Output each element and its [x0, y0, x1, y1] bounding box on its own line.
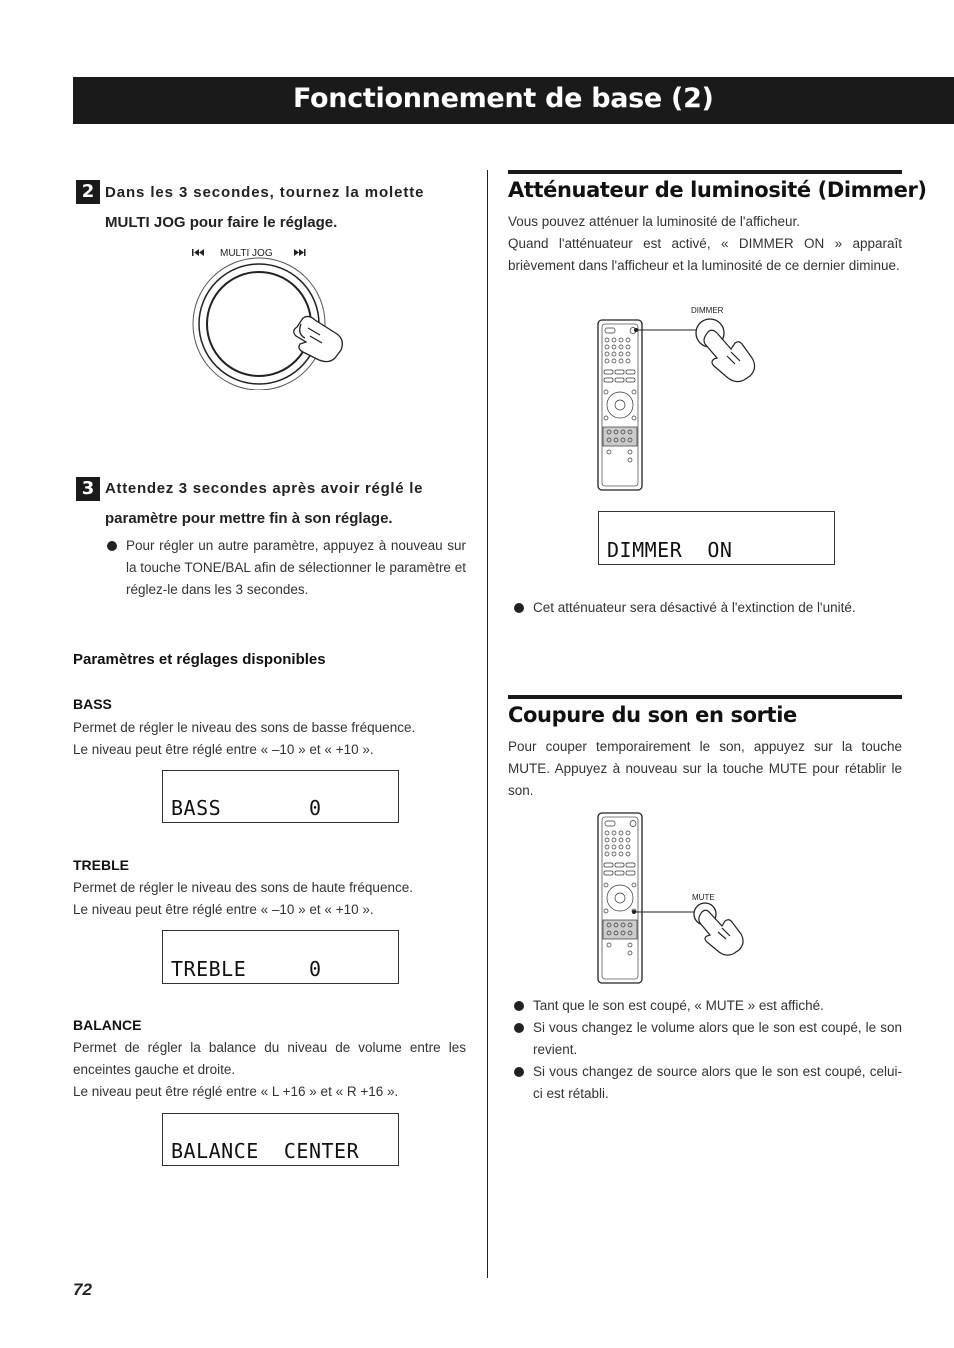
dimmer-display-text: DIMMER ON — [607, 538, 733, 562]
dimmer-description — [508, 211, 902, 277]
treble-display — [162, 930, 399, 984]
step-3-text — [105, 474, 466, 534]
skip-forward-icon — [294, 249, 306, 256]
dimmer-desc-line-2: Quand l'atténuateur est activé, « DIMMER ON » apparaît brièvement dans l'afficheur et la luminosité de ce dernier diminue. — [508, 236, 902, 273]
step-2-number: 2 — [76, 180, 100, 204]
multi-jog-label: MULTI JOG — [220, 248, 273, 259]
dimmer-display — [598, 511, 835, 565]
bass-display — [162, 770, 399, 823]
balance-display-text: BALANCE CENTER — [171, 1139, 360, 1163]
treble-label: TREBLE — [73, 857, 129, 873]
bullet-dot — [514, 1023, 524, 1033]
step-3-line-1: Attendez 3 secondes après avoir réglé le — [105, 480, 424, 497]
step-3-bullet-text: Pour régler un autre paramètre, appuyez à nouveau sur la touche TONE/BAL afin de sélectionner le paramètre et réglez-le dans les 3 secondes. — [126, 538, 466, 597]
multi-jog-illustration — [185, 240, 360, 390]
treble-description — [73, 877, 473, 921]
pressing-hand-icon — [704, 330, 755, 381]
page-number: 72 — [73, 1280, 92, 1299]
bass-description — [73, 717, 473, 761]
params-heading: Paramètres et réglages disponibles — [73, 651, 326, 668]
balance-label: BALANCE — [73, 1017, 142, 1033]
mute-bullet-text: Si vous changez de source alors que le son est coupé, celui-ci est rétabli. — [533, 1064, 902, 1101]
dimmer-rule — [508, 170, 902, 174]
step-2-line-2: MULTI JOG pour faire le réglage. — [105, 214, 338, 231]
dimmer-note-text: Cet atténuateur sera désactivé à l'extinction de l'unité. — [533, 600, 856, 615]
title-bar — [73, 77, 954, 124]
bullet-dot — [514, 1001, 524, 1011]
bass-desc-line-2: Le niveau peut être réglé entre « –10 » et « +10 ». — [73, 742, 374, 757]
skip-back-icon — [192, 249, 204, 256]
bass-desc-line-1: Permet de régler le niveau des sons de basse fréquence. — [73, 720, 416, 735]
remote-dimmer-illustration — [590, 300, 775, 495]
mute-bullet-text: Si vous changez le volume alors que le son est coupé, le son revient. — [533, 1020, 902, 1057]
dimmer-heading: Atténuateur de luminosité (Dimmer) — [508, 178, 927, 202]
step-2-line-1: Dans les 3 secondes, tournez la molette — [105, 184, 425, 201]
column-divider — [487, 170, 488, 1278]
mute-button-label: MUTE — [692, 893, 715, 902]
balance-desc-line-1: Permet de régler la balance du niveau de volume entre les enceintes gauche et droite. — [73, 1040, 466, 1077]
mute-heading: Coupure du son en sortie — [508, 703, 797, 727]
mute-rule — [508, 695, 902, 699]
dimmer-button-label: DIMMER — [691, 306, 724, 315]
remote-mute-illustration — [590, 808, 775, 988]
treble-desc-line-1: Permet de régler le niveau des sons de haute fréquence. — [73, 880, 413, 895]
page-title: Fonctionnement de base (2) — [293, 83, 714, 114]
bass-label: BASS — [73, 696, 112, 712]
bullet-dot — [107, 541, 117, 551]
step-3-line-2: paramètre pour mettre fin à son réglage. — [105, 510, 393, 527]
step-3-number: 3 — [76, 477, 100, 501]
mute-bullet — [512, 995, 923, 1017]
step-2-text — [105, 178, 466, 238]
balance-description — [73, 1037, 466, 1103]
dimmer-note — [512, 597, 923, 619]
balance-display — [162, 1113, 399, 1166]
step-3-bullet — [105, 535, 466, 601]
bullet-dot — [514, 1067, 524, 1077]
mute-bullet — [512, 1061, 902, 1105]
treble-display-text: TREBLE 0 — [171, 957, 322, 981]
dimmer-desc-line-1: Vous pouvez atténuer la luminosité de l'afficheur. — [508, 214, 801, 229]
balance-desc-line-2: Le niveau peut être réglé entre « L +16 » et « R +16 ». — [73, 1084, 399, 1099]
bass-display-text: BASS 0 — [171, 796, 322, 820]
mute-bullet — [512, 1017, 902, 1061]
mute-bullet-text: Tant que le son est coupé, « MUTE » est affiché. — [533, 998, 824, 1013]
pressing-hand-icon — [699, 910, 743, 955]
mute-description: Pour couper temporairement le son, appuyez sur la touche MUTE. Appuyez à nouveau sur la touche MUTE pour rétablir le son. — [508, 739, 902, 798]
treble-desc-line-2: Le niveau peut être réglé entre « –10 » et « +10 ». — [73, 902, 374, 917]
bullet-dot — [514, 603, 524, 613]
